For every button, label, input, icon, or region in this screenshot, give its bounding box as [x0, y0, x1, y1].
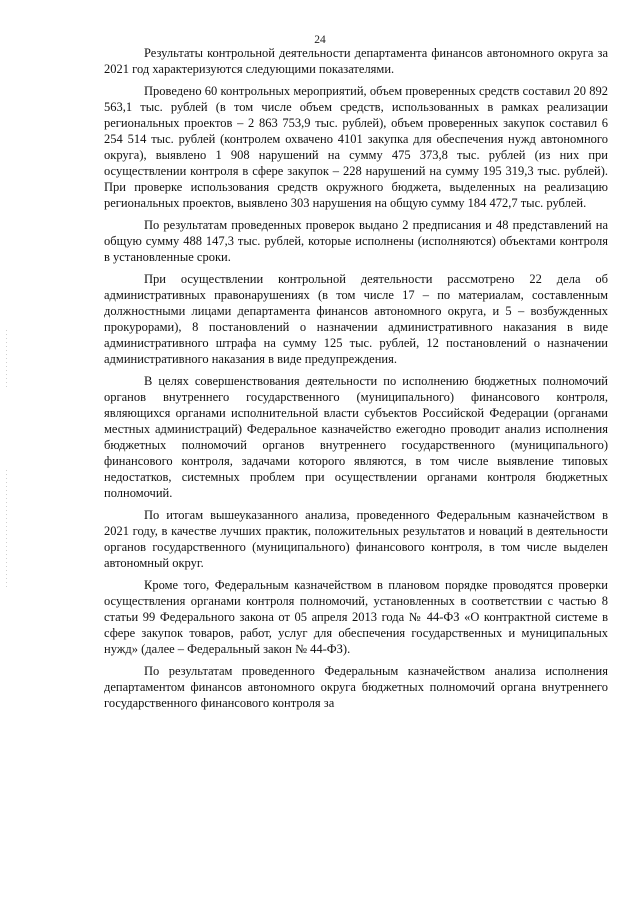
scan-margin-mark [6, 470, 7, 590]
document-body [104, 45, 608, 715]
page-number: 24 [314, 34, 326, 46]
scan-margin-mark [6, 330, 7, 390]
paragraph-analysis-results: По результатам проведенного Федеральным казначейством анализа исполнения департаментом финансов автономного округа бюджетных полномочий органа внутреннего государственного финансового контроля за [104, 664, 608, 710]
paragraph-treasury-inspections: Кроме того, Федеральным казначейством в плановом порядке проводятся проверки осуществления органами контроля полномочий, установленных в соответствии с частью 8 статьи 99 Федерального закона от 05 апреля 2013 года № 44-ФЗ «О контрактной системе в сфере закупок товаров, работ, услуг для обеспечения государственных и муниципальных нужд» (далее – Федеральный закон № 44-ФЗ). [104, 578, 608, 656]
paragraph-orders-issued: По результатам проведенных проверок выдано 2 предписания и 48 представлений на общую сумму 488 147,3 тыс. рублей, которые исполнены (исполняются) объектами контроля в установленные сроки. [104, 218, 608, 264]
paragraph-summary-intro: Результаты контрольной деятельности департамента финансов автономного округа за 2021 год характеризуются следующими показателями. [104, 46, 608, 76]
paragraph-control-results: Проведено 60 контрольных мероприятий, объем проверенных средств составил 20 892 563,1 тыс. рублей (в том числе объем средств, использованных в рамках реализации региональных проектов – 2 863 753,9 тыс. рублей), объем проверенных закупок составил 6 254 514 тыс. рублей (контролем охвачено 4101 закупка для обеспечения нужд автономного округа), выявлено 1 908 нарушений на сумму 475 373,8 тыс. рублей (из них при осуществлении контроля в сфере закупок – 228 нарушений на сумму 195 319,3 тыс. рублей). При проверке использования средств окружного бюджета, выделенных на реализацию региональных проектов, выявлено 303 нарушения на общую сумму 184 472,7 тыс. рублей. [104, 84, 608, 210]
paragraph-administrative-cases: При осуществлении контрольной деятельности рассмотрено 22 дела об административных правонарушениях (в том числе 17 – по материалам, составленным должностными лицами департамента финансов автономного округа, и 5 – возбужденных прокурорами), 8 постановлений о назначении административного наказания в виде административного штрафа на сумму 125 тыс. рублей, 12 постановлений о назначении административного наказания в виде предупреждения. [104, 272, 608, 366]
paragraph-treasury-analysis: В целях совершенствования деятельности по исполнению бюджетных полномочий органов внутреннего государственного (муниципального) финансового контроля, являющихся органами исполнительной власти субъектов Российской Федерации (органами местных администраций) Федеральное казначейство ежегодно проводит анализ исполнения бюджетных полномочий органов внутреннего государственного (муниципального) финансового контроля, задачами которого являются, в том числе выявление типовых недостатков, системных проблем при осуществлении органами контроля бюджетных полномочий. [104, 374, 608, 500]
paragraph-best-practices: По итогам вышеуказанного анализа, проведенного Федеральным казначейством в 2021 году, в качестве лучших практик, положительных результатов и новаций в деятельности органов государственного (муниципального) финансового контроля, в том числе выделен автономный округ. [104, 508, 608, 570]
